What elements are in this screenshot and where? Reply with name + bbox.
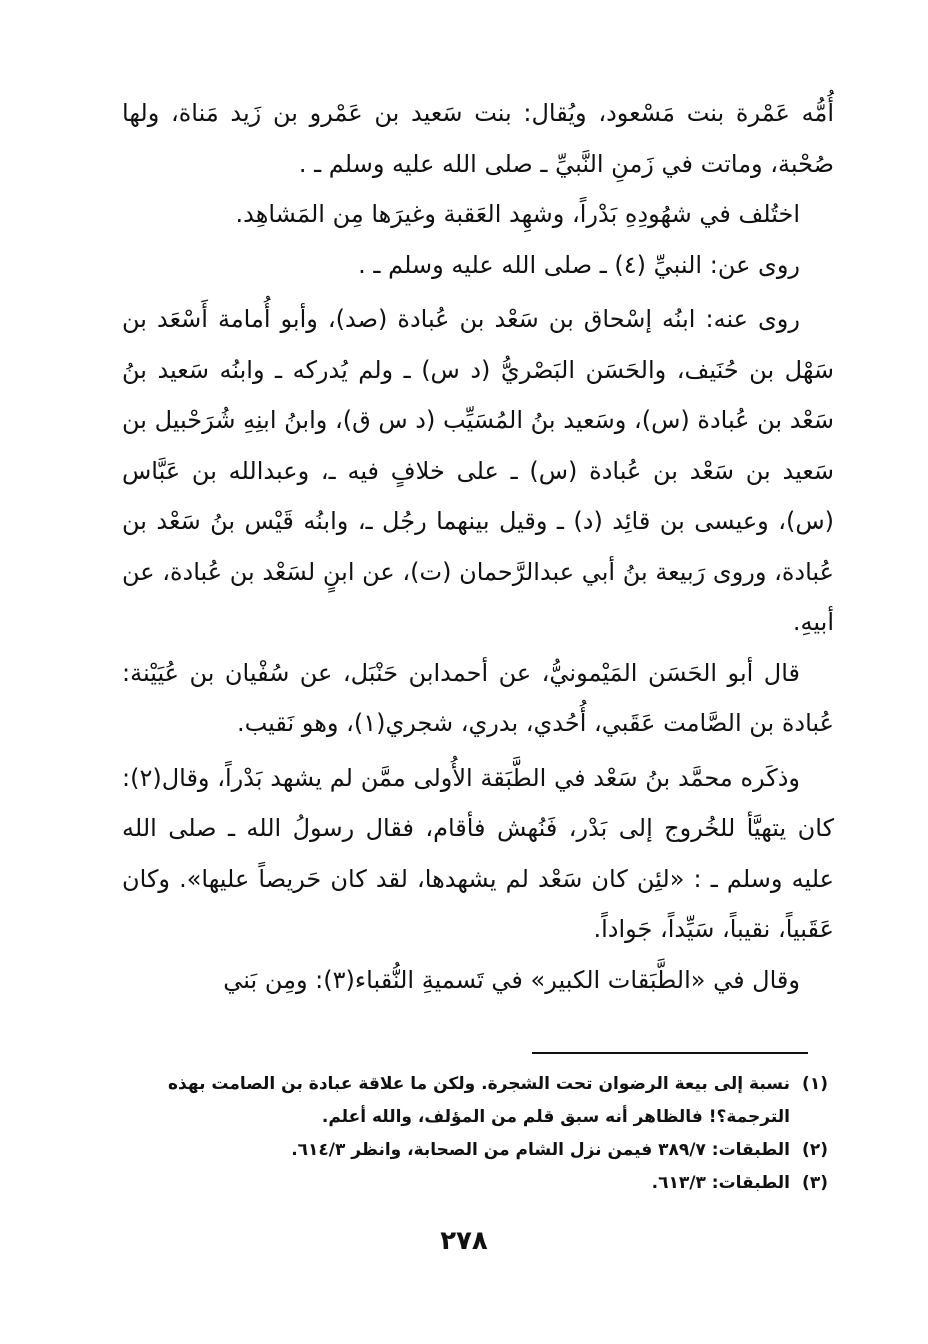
paragraph-tabaqat-kabir: وقال في «الطَّبَقات الكبير» في تَسميةِ النُّقباء(٣): ومِن بَني xyxy=(223,965,800,994)
paragraph-badr-dispute: اختُلف في شهُودِهِ بَدْراً، وشهِد العَقبة وغيرَها مِن المَشاهِد. xyxy=(235,200,800,228)
paragraph-narrated-by: روى عنه: ابنُه إسْحاق بن سَعْد بن عُبادة (صد)، وأبو أُمامة أَسْعَد بن سَهْل بن حُنَيف، والحَسَن البَصْريُّ (د س) ـ ولم يُدركه ـ وابنُه سَعيد بنُ سَعْد بن عُبادة (س)، وسَعيد بنُ المُسَيِّب (د س ق)، وابنُ ابنِهِ شُرَحْبيل بن سَعيد بن سَعْد بن عُبادة (س) ـ على خلافٍ فيه ـ، وعبدالله بن عَبَّاس (س)، وعيسى بن قائِد (د) ـ وقيل بينهما رجُل ـ، وابنُه قَيْس بنُ سَعْد بن عُبادة، وروى رَبيعة بنُ أبي عبدالرَّحمان (ت)، عن ابنٍ لسَعْد بن عُبادة، عن أبيهِ. xyxy=(122,305,834,636)
footnote-text: نسبة إلى بيعة الرضوان تحت الشجرة. ولكن ما علاقة عبادة بن الصامت بهذه الترجمة؟! فالظاهر أنه سبق قلم من المؤلف، والله أعلم. xyxy=(168,1074,790,1127)
footnotes xyxy=(116,1068,828,1200)
paragraph-ibn-sad: وذكَره محمَّد بنُ سَعْد في الطَّبَقة الأُولى ممَّن لم يشهد بَدْراً، وقال(٢): كان يتهيَّأ للخُروج إلى بَدْر، فَنُهش فأقام، فقال رسولُ الله ـ صلى الله عليه وسلم ـ : «لئِن كان سَعْد لم يشهدها، لقد كان حَريصاً عليها». وكان عَقَبياً، نقيباً، سَيِّداً، جَواداً. xyxy=(122,763,834,943)
paragraph-narrated-from: روى عن: النبيِّ (٤) ـ صلى الله عليه وسلم ـ . xyxy=(358,250,800,279)
footnote-number: (١) xyxy=(802,1074,828,1094)
paragraph-maymuni: قال أبو الحَسَن المَيْمونيُّ، عن أحمدابن حَنْبَل، عن سُفْيان بن عُيَيْنة: عُبادة بن الصَّامت عَقَبي، أُحُدي، بدري، شجري(١)، وهو نَقيب. xyxy=(122,658,834,737)
paragraph-mother: أُمُّه عَمْرة بنت مَسْعود، ويُقال: بنت سَعيد بن عَمْرو بن زَيد مَناة، ولها صُحْبة، وماتت في زَمنِ النَّبيِّ ـ صلى الله عليه وسلم ـ . xyxy=(122,99,834,178)
page-number: ٢٧٨ xyxy=(440,1226,488,1256)
footnote-3 xyxy=(116,1167,828,1200)
footnote-text: الطبقات: ٦١٣/٣. xyxy=(651,1173,790,1193)
footnote-2 xyxy=(116,1134,828,1167)
footnote-text: الطبقات: ٣٨٩/٧ فيمن نزل الشام من الصحابة، وانظر ٦١٤/٣. xyxy=(291,1140,790,1160)
main-text xyxy=(122,88,834,1005)
footnote-number: (٣) xyxy=(802,1173,828,1193)
footnote-1 xyxy=(116,1068,828,1134)
footnote-number: (٢) xyxy=(802,1140,828,1160)
footnote-divider xyxy=(532,1052,808,1054)
